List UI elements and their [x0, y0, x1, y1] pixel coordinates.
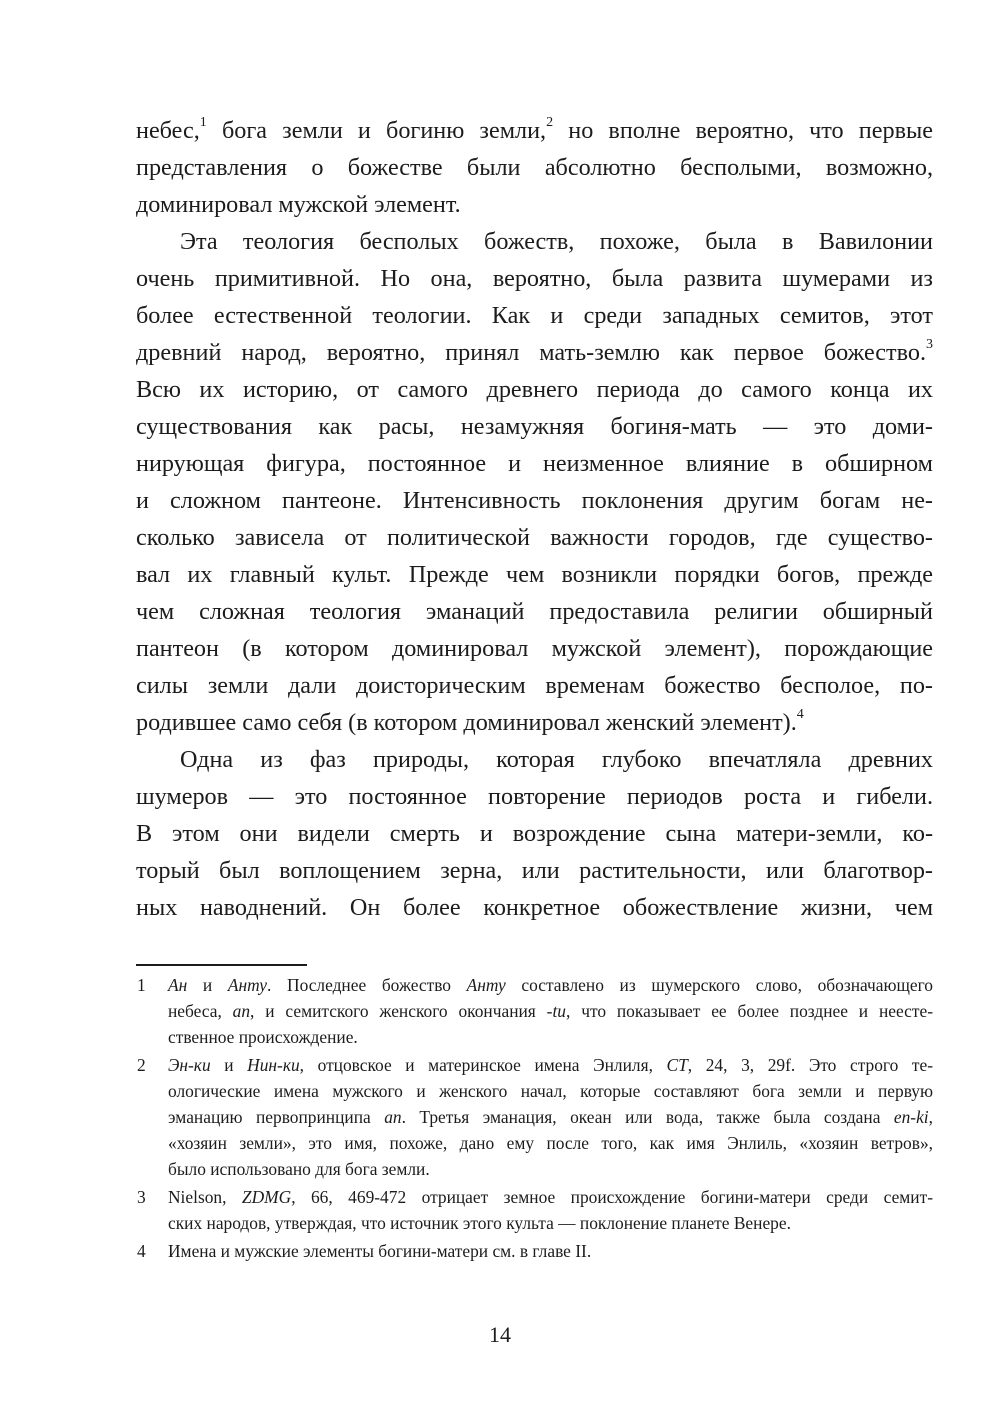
text-line: вал их главный культ. Прежде чем возникли порядки богов, прежде — [136, 561, 933, 588]
footnote-number: 3 — [137, 1187, 146, 1207]
footnote-line: Эн-ки и Нин-ки, отцовское и материнское имена Энлиля, CT, 24, 3, 29f. Это строго те- — [168, 1055, 933, 1075]
text-line: представления о божестве были абсолютно бесполыми, возможно, — [136, 154, 933, 181]
italic-term: Анту — [466, 975, 506, 995]
italic-term: CT — [666, 1055, 688, 1075]
italic-term: Ан — [168, 975, 188, 995]
italic-term: Нин-ки — [247, 1055, 300, 1075]
text-line: Эта теология бесполых божеств, похоже, была в Вавилонии — [180, 228, 933, 255]
italic-term: Эн-ки — [168, 1055, 211, 1075]
text-line: чем сложная теология эманаций предоставила религии обширный — [136, 598, 933, 625]
footnote — [136, 972, 933, 1050]
text-line: существования как расы, незамужняя богиня-мать — это доми- — [136, 413, 933, 440]
footnote-number: 2 — [137, 1055, 146, 1075]
footnote-ref[interactable]: 1 — [199, 114, 207, 130]
italic-term: en-ki — [893, 1107, 929, 1127]
italic-term: an — [232, 1001, 251, 1021]
text-line: очень примитивной. Но она, вероятно, была развита шумерами из — [136, 265, 933, 292]
footnote-line: было использовано для бога земли. — [168, 1159, 430, 1179]
main-text — [136, 112, 933, 926]
footnotes — [136, 972, 933, 1266]
italic-term: -tu — [546, 1001, 566, 1021]
text-line: нирующая фигура, постоянное и неизменное влияние в обширном — [136, 450, 933, 477]
footnote — [136, 1238, 933, 1264]
text-line: более естественной теологии. Как и среди западных семитов, этот — [136, 302, 933, 329]
footnote-ref[interactable]: 3 — [926, 336, 933, 352]
footnote — [136, 1184, 933, 1236]
text-line: пантеон (в котором доминировал мужской элемент), порождающие — [136, 635, 933, 662]
footnote-ref[interactable]: 4 — [796, 706, 804, 722]
text-line: ных наводнений. Он более конкретное обожествление жизни, чем — [136, 894, 933, 921]
footnote-line: Ан и Анту. Последнее божество Анту составлено из шумерского слово, обозначающего — [168, 975, 933, 995]
text-line: и сложном пантеоне. Интенсивность поклонения другим богам не- — [136, 487, 933, 514]
italic-term: ZDMG — [241, 1187, 292, 1207]
text-line: сколько зависела от политической важности городов, где существо- — [136, 524, 933, 551]
footnote-line: ологические имена мужского и женского начал, которые составляют бога земли и первую — [168, 1081, 933, 1101]
text-line: торый был воплощением зерна, или растительности, или благотвор- — [136, 857, 933, 884]
text-line: Одна из фаз природы, которая глубоко впечатляла древних — [180, 746, 933, 773]
footnote-line: ственное происхождение. — [168, 1027, 358, 1047]
footnote-line: «хозяин земли», это имя, похоже, дано ему после того, как имя Энлиль, «хозяин ветров», — [168, 1133, 933, 1153]
text-line: родившее само себя (в котором доминировал женский элемент).$^4$ — [136, 706, 804, 736]
footnote-line: Nielson, ZDMG, 66, 469-472 отрицает земное происхождение богини-матери среди семит- — [168, 1187, 933, 1207]
text-line: небес,$^1$ бога земли и богиню земли,$^2$ но вполне вероятно, что первые — [136, 114, 933, 144]
text-line: доминировал мужской элемент. — [136, 191, 461, 218]
italic-term: Анту — [227, 975, 267, 995]
footnote-line: небеса, an, и семитского женского окончания -tu, что показывает ее более позднее и неесте- — [168, 1001, 933, 1021]
footnote-line: Имена и мужские элементы богини-матери см. в главе II. — [168, 1241, 592, 1261]
footnote-line: эманацию первопринципа an. Третья эманация, океан или вода, также была создана en-ki, — [168, 1107, 933, 1127]
text-line: В этом они видели смерть и возрождение сына матери-земли, ко- — [136, 820, 933, 847]
footnote-separator — [136, 964, 307, 966]
text-line: Всю их историю, от самого древнего периода до самого конца их — [136, 376, 933, 403]
footnote-ref[interactable]: 2 — [546, 114, 554, 130]
italic-term: an — [384, 1107, 402, 1127]
footnote-line: ских народов, утверждая, что источник этого культа — поклонение планете Венере. — [168, 1213, 791, 1233]
footnote-number: 4 — [137, 1241, 146, 1261]
page-number: 14 — [489, 1322, 511, 1347]
text-line: шумеров — это постоянное повторение периодов роста и гибели. — [136, 783, 933, 810]
footnote-number: 1 — [137, 975, 146, 995]
text-line: силы земли дали доисторическим временам божество бесполое, по- — [136, 672, 933, 699]
footnote — [136, 1052, 933, 1182]
text-line: древний народ, вероятно, принял мать-землю как первое божество.$^3$ — [136, 336, 933, 366]
